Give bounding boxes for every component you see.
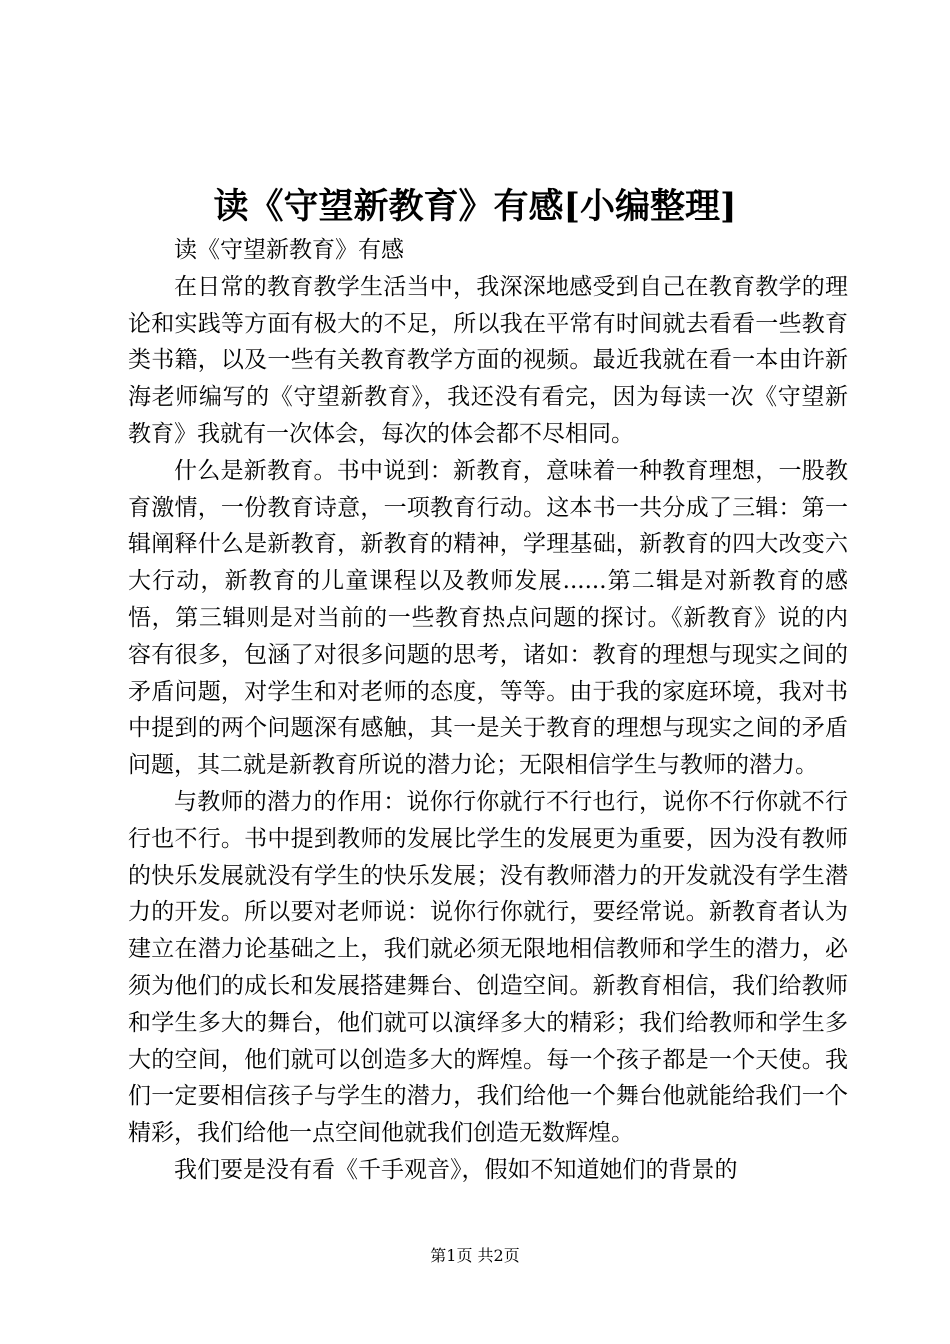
paragraph-1: 在日常的教育教学生活当中，我深深地感受到自己在教育教学的理论和实践等方面有极大的不足，所以我在平常有时间就去看看一些教育类书籍，以及一些有关教育教学方面的视频。最近我就在看一本由许新海老师编写的《守望新教育》，我还没有看完，因为每读一次《守望新教育》我就有一次体会，每次的体会都不尽相同。 xyxy=(128,273,848,447)
paragraph-3: 与教师的潜力的作用：说你行你就行不行也行，说你不行你就不行行也不行。书中提到教师的发展比学生的发展更为重要，因为没有教师的快乐发展就没有学生的快乐发展；没有教师潜力的开发就没有学生潜力的开发。所以要对老师说：说你行你就行，要经常说。新教育者认为建立在潜力论基础之上，我们就必须无限地相信教师和学生的潜力，必须为他们的成长和发展搭建舞台、创造空间。新教育相信，我们给教师和学生多大的舞台，他们就可以演绎多大的精彩；我们给教师和学生多大的空间，他们就可以创造多大的辉煌。每一个孩子都是一个天使。我们一定要相信孩子与学生的潜力，我们给他一个舞台他就能给我们一个精彩，我们给他一点空间他就我们创造无数辉煌。 xyxy=(128,788,848,1147)
page-number-footer: 第1页 共2页 xyxy=(430,1246,520,1265)
page-title: 读《守望新教育》有感[小编整理] xyxy=(213,186,737,227)
paragraph-4: 我们要是没有看《千手观音》，假如不知道她们的背景的 xyxy=(174,1156,738,1183)
document-subtitle: 读《守望新教育》有感 xyxy=(174,237,404,263)
paragraph-2: 什么是新教育。书中说到：新教育，意味着一种教育理想，一股教育激情，一份教育诗意，一项教育行动。这本书一共分成了三辑：第一辑阐释什么是新教育，新教育的精神，学理基础，新教育的四大改变六大行动，新教育的儿童课程以及教师发展......第二辑是对新教育的感悟，第三辑则是对当前的一些教育热点问题的探讨。《新教育》说的内容有很多，包涵了对很多问题的思考，诸如：教育的理想与现实之间的矛盾问题，对学生和对老师的态度，等等。由于我的家庭环境，我对书中提到的两个问题深有感触，其一是关于教育的理想与现实之间的矛盾问题，其二就是新教育所说的潜力论；无限相信学生与教师的潜力。 xyxy=(128,457,848,779)
document-body xyxy=(128,232,848,1189)
